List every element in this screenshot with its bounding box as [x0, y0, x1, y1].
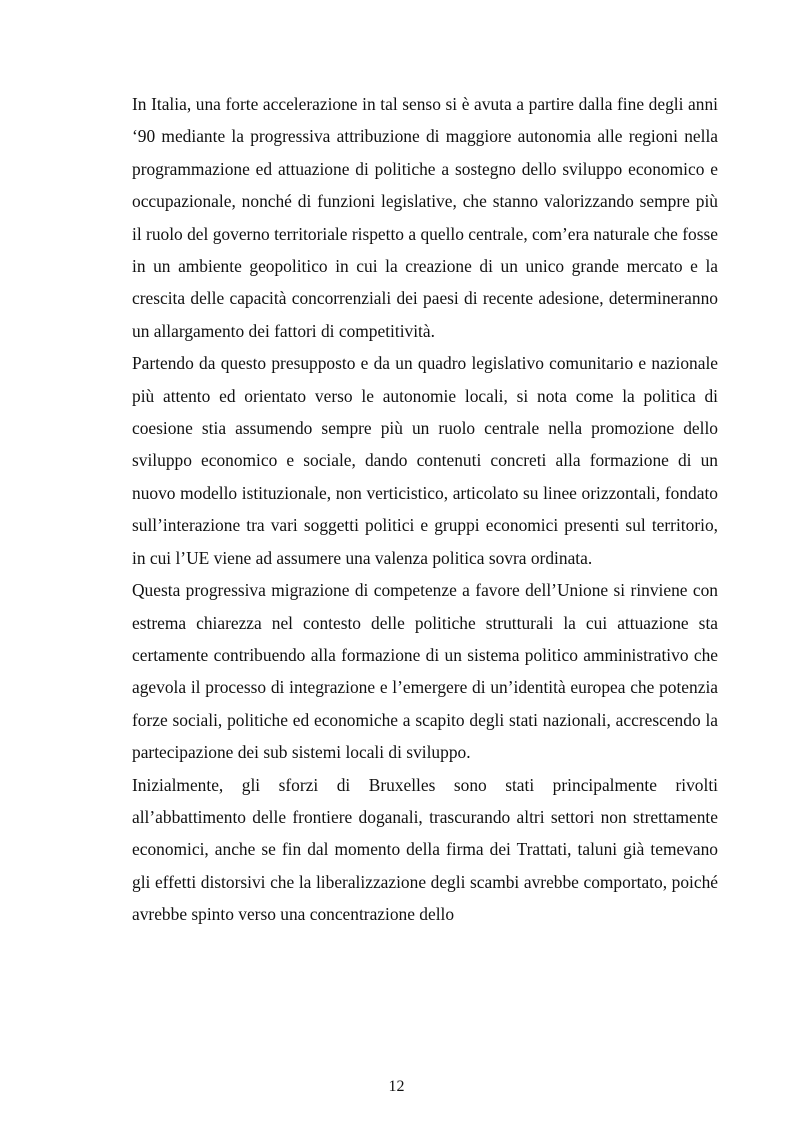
paragraph-1: In Italia, una forte accelerazione in tal senso si è avuta a partire dalla fine degli anni ‘90 mediante la progressiva attribuzione di maggiore autonomia alle regioni nella programmazione ed attuazione di politiche a sostegno dello sviluppo economico e occupazionale, nonché di funzioni legislative, che stanno valorizzando sempre più il ruolo del governo territoriale rispetto a quello centrale, com’era naturale che fosse in un ambiente geopolitico in cui la creazione di un unico grande mercato e la crescita delle capacità concorrenziali dei paesi di recente adesione, determineranno un allargamento dei fattori di competitività.	[132, 94, 718, 341]
paragraph-2: Partendo da questo presupposto e da un quadro legislativo comunitario e nazionale più attento ed orientato verso le autonomie locali, si nota come la politica di coesione stia assumendo sempre più un ruolo centrale nella promozione dello sviluppo economico e sociale, dando contenuti concreti alla formazione di un nuovo modello istituzionale, non verticistico, articolato su linee orizzontali, fondato sull’interazione tra vari soggetti politici e gruppi economici presenti sul territorio, in cui l’UE viene ad assumere una valenza politica sovra ordinata.	[132, 353, 718, 568]
body-text	[132, 88, 718, 931]
page-number: 12	[388, 1078, 405, 1095]
paragraph-3: Questa progressiva migrazione di competenze a favore dell’Unione si rinviene con estrema chiarezza nel contesto delle politiche strutturali la cui attuazione sta certamente contribuendo alla formazione di un sistema politico amministrativo che agevola il processo di integrazione e l’emergere di un’identità europea che potenzia forze sociali, politiche ed economiche a scapito degli stati nazionali, accrescendo la partecipazione dei sub sistemi locali di sviluppo.	[132, 580, 718, 763]
paragraph-4: Inizialmente, gli sforzi di Bruxelles sono stati principalmente rivolti all’abbattimento delle frontiere doganali, trascurando altri settori non strettamente economici, anche se fin dal momento della firma dei Trattati, taluni già temevano gli effetti distorsivi che la liberalizzazione degli scambi avrebbe comportato, poiché avrebbe spinto verso una concentrazione dello	[132, 774, 718, 925]
